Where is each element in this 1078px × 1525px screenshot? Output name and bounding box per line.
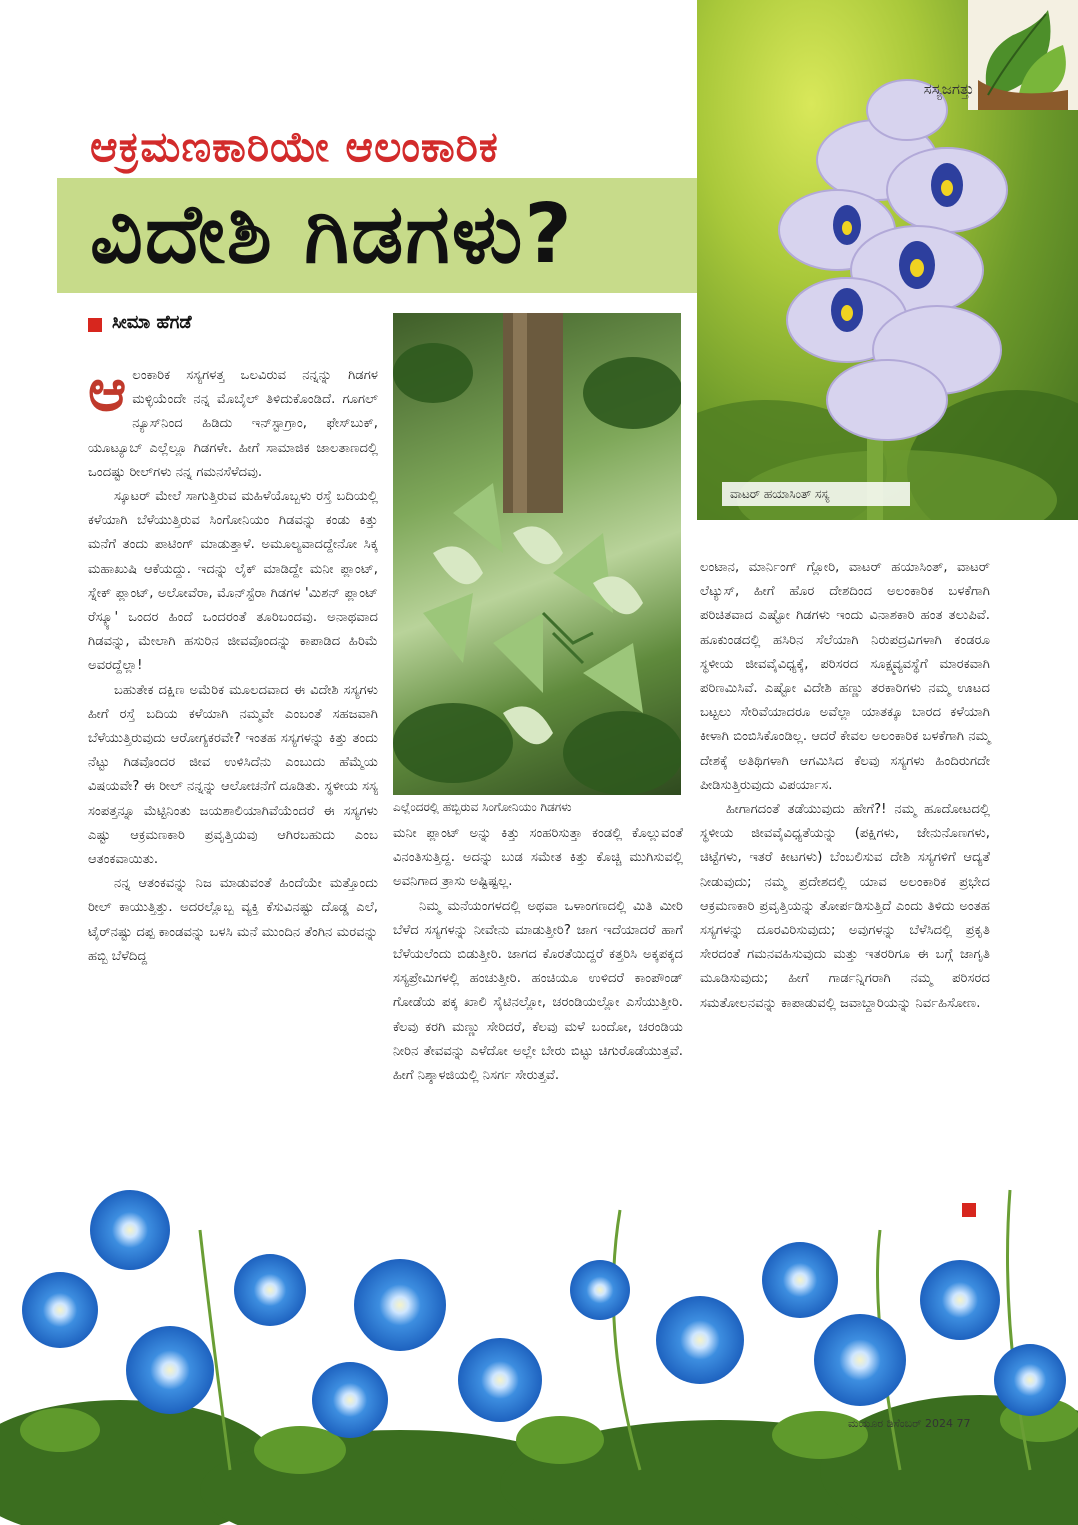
hyacinth-caption: ವಾಟರ್ ಹಯಾಸಿಂತ್ ಸಸ್ಯ [722,482,910,506]
article-paragraph: ಸ್ಕೂಟರ್ ಮೇಲೆ ಸಾಗುತ್ತಿರುವ ಮಹಿಳೆಯೊಬ್ಬಳು ರಸ್ತೆ ಬದಿಯಲ್ಲಿ ಕಳೆಯಾಗಿ ಬೆಳೆಯುತ್ತಿರುವ ಸಿಂಗೋನಿಯಂ ಗಿಡವನ್ನು ಕಂಡು ಕಿತ್ತು ಮನೆಗೆ ತಂದು ಪಾಟಿಂಗ್ ಮಾಡುತ್ತಾಳೆ. ಅಮೂಲ್ಯವಾದದ್ದೇನೋ ಸಿಕ್ಕ ಮಹಾಖುಷಿ ಆಕೆಯದ್ದು. ಇದನ್ನು ಲೈಕ್ ಮಾಡಿದ್ದೇ ಮನೀ ಪ್ಲಾಂಟ್, ಸ್ನೇಕ್ ಪ್ಲಾಂಟ್, ಅಲೋವೆರಾ, ಮೊನ್‌ಸ್ಟೆರಾ ಗಿಡಗಳ 'ಮಿಶನ್ ಪ್ಲಾಂಟ್ ರೆಸ್ಕ್ಯೂ' ಒಂದರ ಹಿಂದೆ ಒಂದರಂತೆ ತೂರಿಬಂದವು. ಅನಾಥವಾದ ಗಿಡವನ್ನು, ಮೇಲಾಗಿ ಹಸುರಿನ ಜೀವವೊಂದನ್ನು ಕಾಪಾಡಿದ ಹಿರಿಮೆ ಅವರದ್ದೆಲ್ಲಾ! [88,489,378,674]
morning-glory-photo [0,1170,1078,1525]
morning-glory-illustration [0,1170,1078,1525]
drop-cap: ಆ [88,356,127,424]
syngonium-illustration [393,313,681,795]
article-column-3 [700,556,990,1016]
article-paragraph: ಹೀಗಾಗದಂತೆ ತಡೆಯುವುದು ಹೇಗೆ?! ನಮ್ಮ ಹೂದೋಟದಲ್ಲಿ ಸ್ಥಳೀಯ ಜೀವವೈವಿಧ್ಯತೆಯನ್ನು (ಪಕ್ಷಿಗಳು, ಜೇನುನೊಣಗಳು, ಚಿಟ್ಟೆಗಳು, ಇತರೆ ಕೀಟಗಳು) ಬೆಂಬಲಿಸುವ ದೇಶಿ ಸಸ್ಯಗಳಿಗೆ ಆದ್ಯತೆ ನೀಡುವುದು; ನಮ್ಮ ಪ್ರದೇಶದಲ್ಲಿ ಯಾವ ಅಲಂಕಾರಿಕ ಪ್ರಭೇದ ಆಕ್ರಮಣಕಾರಿ ಪ್ರವೃತ್ತಿಯನ್ನು ತೋರ್ಪಡಿಸುತ್ತಿದೆ ಎಂದು ತಿಳಿದು ಅಂತಹ ಸಸ್ಯಗಳನ್ನು ದೂರವಿರಿಸುವುದು; ಅವುಗಳನ್ನು ಬೆಳೆಸಿದಲ್ಲಿ ಪ್ರಕೃತಿ ಸೇರದಂತೆ ಗಮನವಹಿಸುವುದು ಮತ್ತು ಇತರರಿಗೂ ಈ ಬಗ್ಗೆ ಜಾಗೃತಿ ಮೂಡಿಸುವುದು; ಹೀಗೆ ಗಾರ್ಡನ್ನಿಗರಾಗಿ ನಮ್ಮ ಪರಿಸರದ ಸಮತೋಲನವನ್ನು ಕಾಪಾಡುವಲ್ಲಿ ಜವಾಬ್ದಾರಿಯನ್ನು ನಿರ್ವಹಿಸೋಣ. [700,802,990,1011]
headline-title: ವಿದೇಶಿ ಗಿಡಗಳು? [90,187,574,282]
byline-marker [88,318,102,332]
article-column-2 [393,822,683,1088]
article-paragraph: ಲಂಟಾನ, ಮಾರ್ನಿಂಗ್ ಗ್ಲೋರಿ, ವಾಟರ್ ಹಯಾಸಿಂತ್, ವಾಟರ್ ಲೆಟ್ಯುಸ್, ಹೀಗೆ ಹೊರ ದೇಶದಿಂದ ಅಲಂಕಾರಿಕ ಬಳಕೆಗಾಗಿ ಪರಿಚಿತವಾದ ಎಷ್ಟೋ ಗಿಡಗಳು ಇಂದು ವಿನಾಶಕಾರಿ ಹಂತ ತಲುಪಿವೆ. ಹೂಕುಂಡದಲ್ಲಿ ಹಸಿರಿನ ಸೆಲೆಯಾಗಿ ನಿರುಪದ್ರವಿಗಳಾಗಿ ಕಂಡರೂ ಸ್ಥಳೀಯ ಜೀವವೈವಿಧ್ಯಕ್ಕೆ, ಪರಿಸರದ ಸೂಕ್ಷ್ಮವ್ಯವಸ್ಥೆಗೆ ಮಾರಕವಾಗಿ ಪರಿಣಮಿಸಿವೆ. ಎಷ್ಟೋ ವಿದೇಶಿ ಹಣ್ಣು ತರಕಾರಿಗಳು ನಮ್ಮ ಊಟದ ಬಟ್ಟಲು ಸೇರಿವೆಯಾದರೂ ಅವೆಲ್ಲಾ ಯಾತಕ್ಕೂ ಬಾರದ ಕಳೆಯಾಗಿ ಕೀಳಾಗಿ ಬಿಂಬಿಸಿಕೊಂಡಿಲ್ಲ. ಆದರೆ ಕೇವಲ ಅಲಂಕಾರಿಕ ಬಳಕೆಗಾಗಿ ನಮ್ಮ ದೇಶಕ್ಕೆ ಅತಿಥಿಗಳಾಗಿ ಆಗಮಿಸಿದ ಕೆಲವು ಸಸ್ಯಗಳು ಹಿಂದಿರುಗದೇ ಪೀಡಿಸುತ್ತಿರುವುದು ವಿಪರ್ಯಾಸ. [700,560,990,793]
page-footer: ಮಯೂರ ಡಿಸೆಂಬರ್ 2024 77 [848,1417,971,1430]
article-paragraph: ನನ್ನ ಆತಂಕವನ್ನು ನಿಜ ಮಾಡುವಂತೆ ಹಿಂದೆಯೇ ಮತ್ತೊಂದು ರೀಲ್ ಕಾಯುತ್ತಿತ್ತು. ಅದರಲ್ಲೊಬ್ಬ ವ್ಯಕ್ತಿ ಕೆಸುವಿನಷ್ಟು ದೊಡ್ಡ ಎಲೆ, ಟೈರ್‌ನಷ್ಟು ದಪ್ಪ ಕಾಂಡವನ್ನು ಬಳಸಿ ಮನೆ ಮುಂದಿನ ತೆಂಗಿನ ಮರವನ್ನು ಹಬ್ಬಿ ಬೆಳೆದಿದ್ದ [88,876,378,964]
leaf-logo-icon [968,0,1078,110]
section-badge [968,0,1078,110]
section-name: ಸಸ್ಯಜಗತ್ತು [923,80,974,98]
article-column-1 [88,356,378,969]
article-paragraph [88,356,378,485]
plants-caption: ಎಲ್ಲೆಂದರಲ್ಲಿ ಹಬ್ಬಿರುವ ಸಿಂಗೋನಿಯಂ ಗಿಡಗಳು [393,800,572,814]
syngonium-plants-photo [393,313,681,795]
article-paragraph: ಮನೀ ಪ್ಲಾಂಟ್ ಅನ್ನು ಕಿತ್ತು ಸಂಹರಿಸುತ್ತಾ ಕಂಡಲ್ಲಿ ಕೊಲ್ಲುವಂತೆ ವಿನಂತಿಸುತ್ತಿದ್ದ. ಅದನ್ನು ಬುಡ ಸಮೇತ ಕಿತ್ತು ಕೊಚ್ಚಿ ಮುಗಿಸುವಲ್ಲಿ ಅವನಿಗಾದ ತ್ರಾಸು ಅಷ್ಟಿಷ್ಟಲ್ಲ. [393,826,683,890]
paragraph-text: ಲಂಕಾರಿಕ ಸಸ್ಯಗಳತ್ತ ಒಲವಿರುವ ನನ್ನನ್ನು ಗಿಡಗಳ ಮಳ್ಳಿಯೆಂದೇ ನನ್ನ ಮೊಬೈಲ್ ತಿಳಿದುಕೊಂಡಿದೆ. ಗೂಗಲ್ ನ್ಯೂಸ್‌ನಿಂದ ಹಿಡಿದು ಇನ್‌ಸ್ಟಾಗ್ರಾಂ, ಫೇಸ್‌ಬುಕ್, ಯೂಟ್ಯೂಬ್ ಎಲ್ಲೆಲ್ಲೂ ಗಿಡಗಳೇ. ಹೀಗೆ ಸಾಮಾಜಿಕ ಜಾಲತಾಣದಲ್ಲಿ ಒಂದಷ್ಟು ರೀಲ್‌ಗಳು ನನ್ನ ಗಮನಸೆಳೆದವು. [88,368,378,480]
byline-author: ಸೀಮಾ ಹೆಗಡೆ [112,312,192,333]
headline-kicker: ಆಕ್ರಮಣಕಾರಿಯೇ ಆಲಂಕಾರಿಕ [90,122,499,171]
article-paragraph: ನಿಮ್ಮ ಮನೆಯಂಗಳದಲ್ಲಿ ಅಥವಾ ಒಳಾಂಗಣದಲ್ಲಿ ಮಿತಿ ಮೀರಿ ಬೆಳೆದ ಸಸ್ಯಗಳನ್ನು ನೀವೇನು ಮಾಡುತ್ತೀರಿ? ಜಾಗ ಇದೆಯಾದರೆ ಹಾಗೆ ಬೆಳೆಯಲೆಂದು ಬಿಡುತ್ತೀರಿ. ಜಾಗದ ಕೊರತೆಯಿದ್ದರೆ ಕತ್ತರಿಸಿ ಅಕ್ಕಪಕ್ಕದ ಸಸ್ಯಪ್ರೇಮಿಗಳಲ್ಲಿ ಹಂಚುತ್ತೀರಿ. ಹಂಚಿಯೂ ಉಳಿದರೆ ಕಾಂಪೌಂಡ್ ಗೋಡೆಯ ಪಕ್ಕ ಖಾಲಿ ಸೈಟಿನಲ್ಲೋ, ಚರಂಡಿಯಲ್ಲೋ ಎಸೆಯುತ್ತೀರಿ. ಕೆಲವು ಕರಗಿ ಮಣ್ಣು ಸೇರಿದರೆ, ಕೆಲವು ಮಳೆ ಬಂದೋ, ಚರಂಡಿಯ ನೀರಿನ ತೇವವನ್ನು ಎಳೆದೋ ಅಲ್ಲೇ ಬೇರು ಬಿಟ್ಟು ಚಿಗುರೊಡೆಯುತ್ತವೆ. ಹೀಗೆ ನಿಶ್ಶಾಳಜಿಯಲ್ಲಿ ನಿಸರ್ಗ ಸೇರುತ್ತವೆ. [393,898,683,1084]
article-paragraph: ಬಹುತೇಕ ದಕ್ಷಿಣ ಅಮೆರಿಕ ಮೂಲದವಾದ ಈ ವಿದೇಶಿ ಸಸ್ಯಗಳು ಹೀಗೆ ರಸ್ತೆ ಬದಿಯ ಕಳೆಯಾಗಿ ನಮ್ಮವೇ ಎಂಬಂತೆ ಸಹಜವಾಗಿ ಬೆಳೆಯುತ್ತಿರುವುದು ಆರೋಗ್ಯಕರವೇ? ಇಂತಹ ಸಸ್ಯಗಳನ್ನು ಕಿತ್ತು ತಂದು ನೆಟ್ಟು ಗಿಡವೊಂದರ ಜೀವ ಉಳಿಸಿದೆನು ಎಂಬುದು ಹೆಮ್ಮೆಯ ವಿಷಯವೇ? ಈ ರೀಲ್ ನನ್ನನ್ನು ಆಲೋಚನೆಗೆ ದೂಡಿತು. ಸ್ಥಳೀಯ ಸಸ್ಯ ಸಂಪತ್ತನ್ನೂ ಮೆಟ್ಟಿನಿಂತು ಜಯಶಾಲಿಯಾಗಿವೆಯೆಂದರೆ ಈ ಸಸ್ಯಗಳು ಎಷ್ಟು ಆಕ್ರಮಣಕಾರಿ ಪ್ರವೃತ್ತಿಯವು ಆಗಿರಬಹುದು ಎಂಬ ಆತಂಕವಾಯಿತು. [88,682,378,868]
